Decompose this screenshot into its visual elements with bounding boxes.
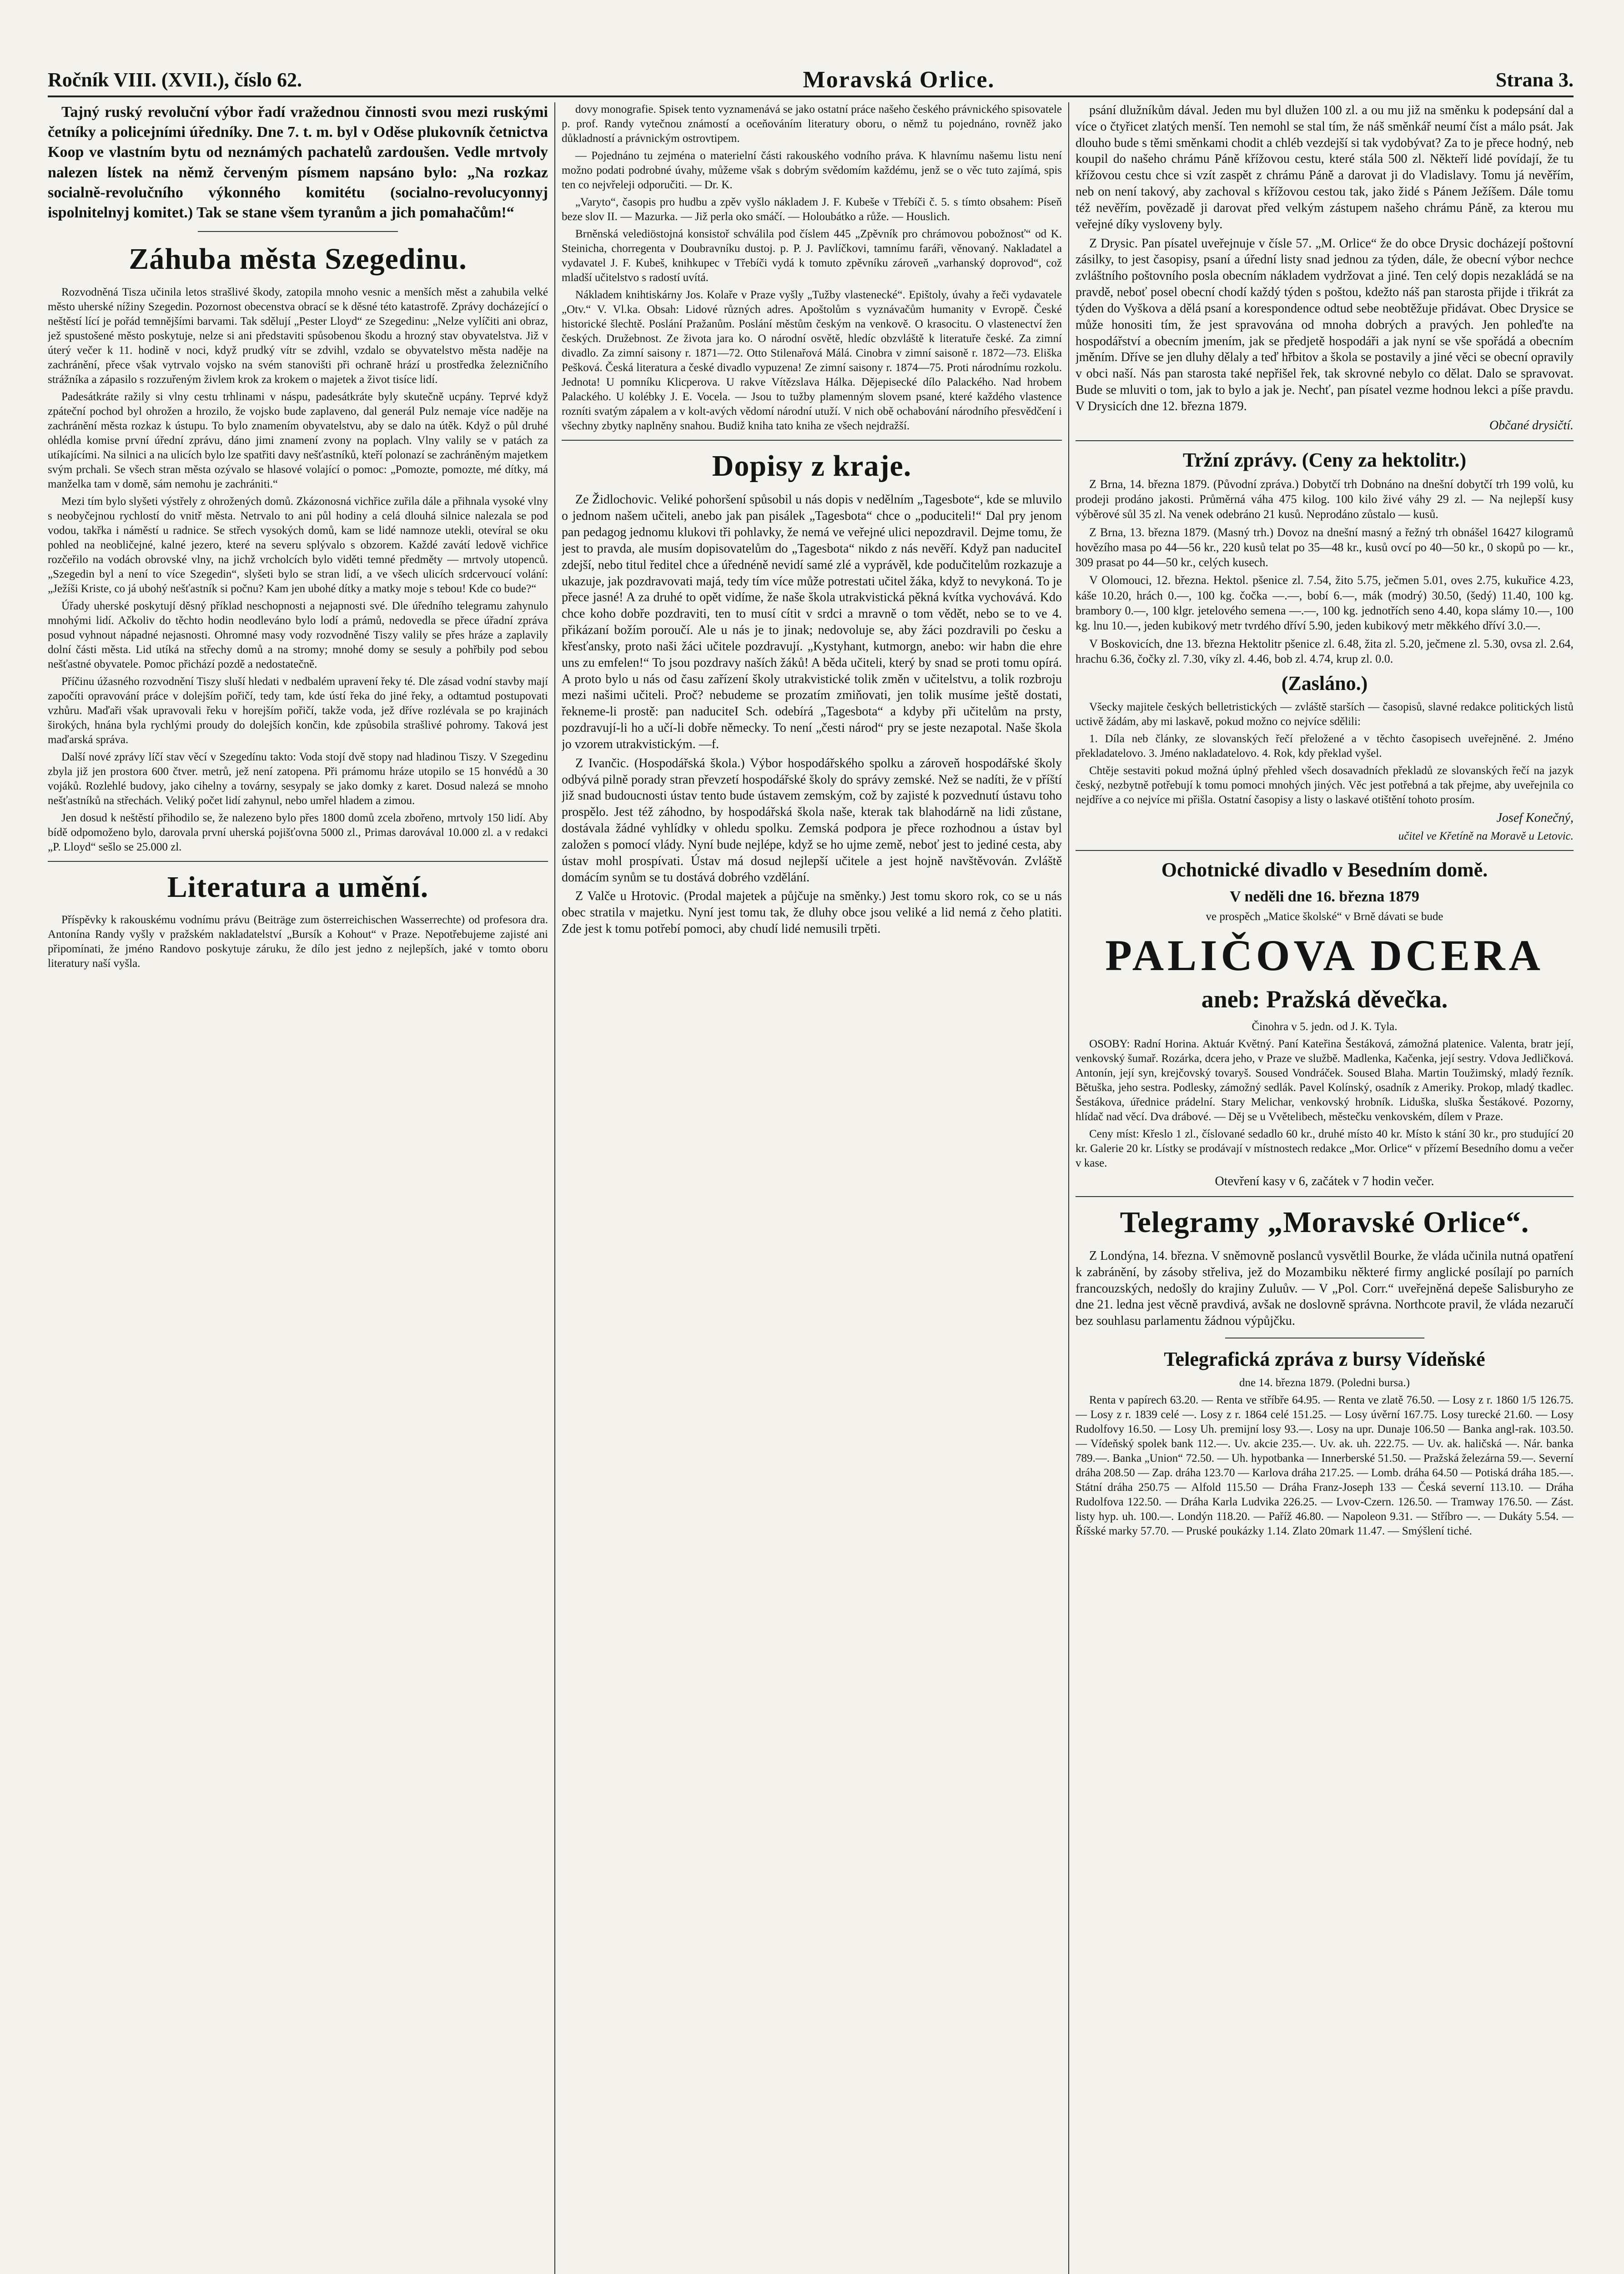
play-opening: Otevření kasy v 6, začátek v 7 hodin večer. [1215,1174,1434,1188]
article-text: Všecky majitele českých belletristických — zvláště starších — časopisů, slavné redakce politických listů uctivě žádám, aby mi laskavě, pokud možno co nejvíce sdělili: [1076,701,1574,728]
article-text: Ze Židlochovic. Veliké pohoršení spůsobil u nás dopis v nedělním „Tagesbote“, kde se mluvilo o jednom našem učiteli, anebo jak pan pisálek „Tagesbota“ chce o „poduciteli!“ Dal pry jenom pan pedagog jednomu klukovi tři pohlavky, že nemá ve veřejné ulici nepozdravil. Dejme tomu, že jest to pravda, ale musím dopisovatelům do „Tagesbota“ nikdo z nás nevěří. Když pan naduciteI zdejší, nebo titul ředitel chce a úřednéně nevidí samé zlé a vyprávěl, kde podučitelům rozkazuje a ukazuje, jak pozdravovati majá, tedy tím více může potrestati učitel žáka, když to nevykoná. To je přece jasné! A za druhé to opět vidíme, že naše škola utrakvistická pěkná kvítka vychovává. Kdo chce koho dobře pozdraviti, ten to musí cítit v srdci a mravně o tom vědět, nebo se to ve 4. přikázaní božím poroučí. Ale u nás je to jinak; nedovoluje se, aby žáci pozdravili po česku a křesťansky, proto naši žáci učitele pozdravují. „Kystyhant, kutmorgn, anebo: wir habn die ehre uns zu emfelen!“ To jsou pozdravy naších žáků! A běda učiteli, který by snad se proti tomu opírá. A proto bylo u nás od času zařízení školy utrakvistické tolik změn v učitelstvu, a tolik rozbroju mezi našimi učiteli. Proč? nebudeme se prozatím zmiňovati, jen tolik musíme ještě dostati, řekneme-li prostě: pan naduciteI Sch. odebírá „Tagesbota“ a kdyby při učitelům na prsty, pozdravují-li ho a učí-li dobře německy. To není „česti národ“ pry se jeste nezapotal. Naše škola jo vzorem utrakvistickým. —f. [562,493,1062,751]
article-text: Z Drysic. Pan písatel uveřejnuje v čísle 57. „M. Orlice“ že do obce Drysic docházejí poštovní zásilky, to jest časopisy, psaní a úřední listy snad jednou za týden, dále, že obecní výbor nechce zvláštního poštovního posla obecním nákladem vydržovat a jiné. Ten celý dopis nezakládá se na pravdě, neboť posel obecní chodí každý týden s poštou, kdežto náš pan starosta přijde i třikrát za týden do Vyškova a dělá psaní a korespondence odtud sebe neobtěžuje přidávat. Obec Drysice se může honositi tím, že jest spravována od mnoha dobrých a pravých. Jen pohleďte na hospodářství a obecním jmením, jak se předjetě hospodáři a jak nyní se vše spořádá a obecním jměním. Dříve se jen dluhy dělaly a teď hřbitov a škola se postavily a jiné věci se obecní opravily v obci naší. Nás pan starosta také nepřišel řek, tak skrovné nebylo co dělat. Dalo se spravovat. Bude se mluviti o tom, jak to bylo a jak je. Nechť, pan písatel vezme hodnou lekci a píše pravdu. V Drysicích dne 12. března 1879. [1076,236,1574,413]
issue-info: Ročník VIII. (XVII.), číslo 62. [48,68,302,91]
article-text: Z Ivančic. (Hospodářská škola.) Výbor hospodářského spolku a zároveň hospodářské školy odbývá pilně porady stran převzetí hospodářské školy do správy zemské. Než se nadíti, že v příští již snad budoucnosti ústav tento bude ústavem zemským, což by zajisté k pozvednutí ústavu toho prospělo. Jest též záhodno, by hospodářská škola naše, kterak tak blahodárně na lidi zůstane, dostávala žádné vyhlídky v ohledu spolku. Zemská podpora je přece rozhodnou a ústav byl založen s pomocí vlády. Nyní bude nejlépe, když se ho ujme země, neboť jest to jediné cesta, aby ústav mohl prospívati. Ústav má dosud nejlepší učitele a jest hojně navštěvován. Zvláště domácím synům se tu dostává dobrého vzdělání. [562,756,1062,885]
article-text: dovy monografie. Spisek tento vyznamenává se jako ostatní práce našeho českého právnického spisovatele p. prof. Randy vytečnou známostí a oceňováním literatury oboru, o němž tu pojednáno, rovněž jako důkladností a právnickým ostrovtipem. [562,103,1062,145]
article-text: Brněnská velediöstojná konsistoř schválila pod číslem 445 „Zpěvník pro chrámovou pobožnosť“ od K. Steinicha, chorregenta v Doubravníku dustoj. p. P. J. Pavlíčkovi, tamnímu faráři, věnovaný. Nakladatel a vydavatel J. F. Kubeš, knihkupec v Třebíči vydá k tomuto zpěvníku zároveň „varhanský doprovod“, což mladší učitelstvo s radostí uvítá. [562,228,1062,284]
bourse-date: dne 14. března 1879. (Poledni bursa.) [1239,1377,1410,1389]
signature: Josef Konečný, [1496,811,1574,825]
divider [1076,850,1574,851]
article-text: Tajný ruský revoluční výbor řadí vražednou činnosti svou mezi ruskými četníky a policejními úředníky. Dne 7. t. m. byl v Oděse plukovník četnictva Koop ve vlastním bytu od neznámých pachatelů zardoušen. Vedle mrtvoly nalezen lístek na němž červeným písmem napsáno bylo: „Na rozkaz socialně-revolučního výkonného komitétu (socialno-revolucyonnyj ispolnitelnyj komitet.) Tak se stane všem tyranům a jich pomahačům!“ [48,104,548,221]
section-title: Dopisy z kraje. [712,449,912,483]
divider [48,861,548,862]
divider [1076,440,1574,441]
column-rule [1068,102,1069,2274]
play-date: V neděli dne 16. března 1879 [1230,888,1419,905]
article-text: Rozvodněná Tisza učinila letos strašlivé škody, zatopila mnoho vesnic a menších měst a zahubila velké město uherské nížiny Szegedin. Pozornost obecenstva obrací se k děsné této katastrofě. Zprávy docházející o neštěstí lící je pořád temnějšími barvami. Tak sdělují „Pester Lloyd“ ze Szegedinu: „Nelze vylíčiti ani obraz, jež spustošené město poskytuje, nelze si ani představiti spůsobenou škodu a hrozný stav obyvatelstva. Již v úterý večer k 11. hodině v noci, když prudký vítr se zdvihl, vzdalo se obyvatelstvo města naděje na zachránění, přece však vytrvalo vojsko na svém stanovišti při ochraně hrází u prostředka železničního strážníka a zápasilo s rozzuřeným živlem krok za krokem o majetek a život tisíce lidí. [48,286,548,386]
article-text: Padesátkráte ražily si vlny cestu trhlinami v náspu, padesátkráte byly skutečně ucpány. Teprvé když zpáteční pochod byl ohrožen a hrozilo, že vojsko bude zaplaveno, dal generál Pulz nemaje více naděje na zachránění města rozkaz k ústupu. To bylo znamením obyvatelstvu, aby se dalo na útěk. Když o půl druhé ohlédla komise první úřední zprávu, dáno jimi znamení zvony na poplach. Vlny valily se v patách za utíkajícími. Na silnici a na ulicích bylo lze spatřiti davy nešťastníků, kteří polonazí se zachráněným majetkem svým prchali. Se všech stran města ozývalo se hlasové volající o pomoc: „Pomozte, pomozte, mé dítky, má manželka tam v domě, sám nemohu je zachrániti.“ [48,390,548,490]
market-report: V Olomouci, 12. března. Hektol. pšenice zl. 7.54, žito 5.75, ječmen 5.01, oves 2.75, kukuřice 4.23, káše 10.20, hrách 0.—, 100 kg. čočka —.—, bobí 6.—, mák (modrý) 30.50, (šedý) 11.40, 100 kg. brambory 0.—, 100 klgr. jetelového semena —.—, 100 kg. jednotřích seno 4.40, kopa slámy 10.—, 100 kg. lnu 10.—, jeden kubikový metr tvrdého dříví 5.90, jeden kubikový metr měkkého dříví 3.0.—. [1076,574,1574,633]
market-report: Z Brna, 13. března 1879. (Masný trh.) Dovoz na dnešní masný a řežný trh obnášel 16427 kilogramů hovězího masa po 44—56 kr., 220 kusů telat po 35—48 kr., kusů ovcí po 40—50 kr., 0 skopů po — kr., 309 prasat po 44—50 kr., celých kusech. [1076,525,1574,569]
article-title: Záhuba města Szegedinu. [129,242,467,276]
divider [198,231,398,232]
market-report: Z Brna, 14. března 1879. (Původní zpráva.) Dobytčí trh Dobnáno na dnešní dobytčí trh 199 volů, ku prodeji prodáno jakosti. Průměrná váha 475 kilog. 100 kilo živé váhy 29 zl. — Na nejlepší kusy výběrové sůl 35 zl. Na venek odebráno 21 kusů. Neprodáno zůstalo — kusů. [1076,477,1574,521]
article-text: — Pojednáno tu zejména o materielní části rakouského vodního práva. K hlavnímu našemu listu není možno podati podrobné úvahy, můžeme však s dobrým svědomím každému, jenž se o věc tuto zajímá, spis ten co nejvřeleji odporučiti. — Dr. K. [562,150,1062,191]
play-benefit: ve prospěch „Matice školské“ v Brně dávati se bude [1206,910,1443,923]
article-text: Z Valče u Hrotovic. (Prodal majetek a půjčuje na směnky.) Jest tomu skoro rok, co se u nás obec stratila v majetku. Nyní jest tomu tak, že dluhy obce jsou veliké a lid nemá z čeho platiti. Zde jest k tomu potřebí pomoci, aby chudí lidé nemusili trpěti. [562,889,1062,936]
column-3 [1076,102,1574,2274]
section-title: Ochotnické divadlo v Besedním domě. [1161,859,1488,881]
article-text: Jen dosud k neštěstí přihodilo se, že nalezeno bylo přes 1800 domů zcela zbořeno, mrtvoly 150 lidí. Aby bídě odpomoženo bylo, darovala první uherská pojišťovna 5000 zl., Primas darovával 10.000 zl. a v redakci „P. Lloyd“ sešlo se 25.000 zl. [48,811,548,853]
masthead: Moravská Orlice. [803,66,995,93]
article-text: Mezi tím bylo slyšeti výstřely z ohrožených domů. Zkázonosná vichřice zuřila dále a přihnala vysoké vlny s neobyčejnou rychlostí do vnitř města. Netrvalo to ani půl hodiny a celá dlouhá silnice nalezala se pod vodou, takřka i náměstí u radnice. Se střech vysokých domů, kam se lidé namnoze utekli, otevíral se oku pohled na neobličejné, kalné jezero, které na severu splývalo s obzorem. Každé zavátí ledově vichřice rozčeřilo na vodách obrovské vlny, na jichž vrcholcích bylo viděti temné předměty — mrtvoly utopenců. „Szegedin byl a není to více Szegedin“, slyšeti bylo se stran lidí, a ve všech ulicích srdcervoucí volání: „Ježíši Kriste, co já ubohý nešťastník si počnu? Kam jen ubohé dítky a matky moje s tebou! Kde co bude?“ [48,495,548,595]
section-title: Telegramy „Moravské Orlice“. [1120,1205,1529,1239]
play-prices: Ceny míst: Křeslo 1 zl., číslované sedadlo 60 kr., druhé místo 40 kr. Místo k stání 30 kr., pro studující 20 kr. Galerie 20 kr. Lístky se prodávají v místnostech redakce „Mor. Orlice“ v přízemí Besedního domu a večer v kase. [1076,1127,1574,1169]
market-report: V Boskovicích, dne 13. března Hektolitr pšenice zl. 6.48, žita zl. 5.20, ječmene zl. 5.30, ovsa zl. 2.64, hrachu 6.36, čočky zl. 7.30, víky zl. 4.46, bob zl. 4.74, krup zl. 0.0. [1076,637,1574,665]
play-cast: OSOBY: Radní Horina. Aktuár Květný. Paní Kateřina Šestáková, zámožná platenice. Valenta, bratr její, venkovský šumař. Rozárka, dcera jeho, v Praze ve službě. Madlenka, Kačenka, její sestry. Vdova Jedličková. Antonín, její syn, krejčovský tovaryš. Soused Vondráček. Soused Blaha. Martin Toužimský, mladý řezník. Bětuška, jeho sestra. Podlesky, zámožný sedlák. Pavel Kolínský, osadník z Ameriky. Prokop, mladý tkadlec. Šestákova, úřednice prádelní. Stary Melichar, venkovský hrobník. Liduška, sluška Šestákové. Pozorny, hlídač nad věcí. Dva drábové. — Děj se u Vvětelibech, městečku venkovském, dílem v Praze. [1076,1037,1574,1123]
article-text: „Varyto“, časopis pro hudbu a zpěv vyšlo nákladem J. F. Kubeše v Třebíči č. 5. s tímto obsahem: Píseň beze slov II. — Mazurka. — Již perla oko smáčí. — Holoubátko a růže. — Houslich. [562,196,1062,223]
article-text: psání dlužníkům dával. Jeden mu byl dlužen 100 zl. a ou mu již na směnku k podepsání dal a více o čtyřicet zlatých menší. Ten nemohl se stal tím, že náš směnkář neumí číst a málo psát. Jak dlouho bude s těmi směnkami chodit a chléb vezdejší si tak vydobývat? Za to je přece hodný, neb koupil do našeho chrámu Páně křížovou cestu, které stála 500 zl. Někteří lidé povídají, že tu křížovou cestu chce si vzít zaspět z chrámu Páně a darovat ji do Vladislavy. Tomu já nevěřím, neb on není takový, aby zachoval s křížovou cestou tak, jako židé s Pánem Ježíšem. Dále tomu též nevěřím, povězadě ji darovat před velkým zástupem našeho chrámu Páně, za kterou mu veřejné díky vysloveny byly. [1076,103,1574,231]
article-text: Chtěje sestaviti pokud možná úplný přehled všech dosavadních překladů ze slovanských řečí na jazyk český, nezbytně potřebují k tomu pomoci mnohých jiných. Věc jest potřebná a tak přejme, aby uveřejnila co nejdříve a co nejvíce mi přišla. Ostatní časopisy a listy o laskavé otištění tohoto prosím. [1076,765,1574,806]
article-title: Literatura a umění. [167,870,429,904]
divider [562,440,1062,441]
play-title: PALIČOVA DCERA [1105,931,1544,980]
divider [1076,1196,1574,1197]
section-title: (Zasláno.) [1281,672,1368,695]
signature-detail: učitel ve Křetíně na Moravě u Letovic. [1398,830,1574,843]
bourse-report: Renta v papírech 63.20. — Renta ve stříbře 64.95. — Renta ve zlatě 76.50. — Losy z r. 1860 1/5 126.75. — Losy z r. 1839 celé —. Losy z r. 1864 celé 151.25. — Losy úvěrní 167.75. Losy turecké 21.60. — Losy Rudolfovy 16.50. — Losy Uh. premijní losy 93.—. Losy na upr. Dunaje 106.50 — Banka angl-rak. 103.50. — Vídeňský spolek bank 112.—. Uv. akcie 235.—. Uv. ak. uh. 222.75. — Uv. ak. haličská —. Nár. banka 789.—. Banka „Union“ 72.50. — Uh. hypotbanka — Innerberské 51.50. — Pražská železárna 59.—. Severní dráha 208.50 — Zap. dráha 123.70 — Karlova dráha 217.25. — Lomb. dráha 64.50 — Potiská dráha 185.—. Státní dráha 250.75 — Alfold 115.50 — Dráha Franz-Joseph 133 — Česká severní 113.10. — Dráha Rudolfova 122.50. — Dráha Karla Ludvika 226.25. — Lvov-Czern. 126.50. — Tramway 176.50. — Zást. listy hyp. uh. 100.—. Londýn 118.20. — Paříž 46.80. — Napoleon 9.31. — Stříbro —. — Dukáty 5.54. — Říšské marky 57.70. — Pruské poukázky 1.14. Zlato 20mark 11.47. — Smýšlení tiché. [1076,1394,1574,1538]
article-text: Příspěvky k rakouskému vodnímu právu (Beiträge zum österreichischen Wasserrechte) od profesora dra. Antonína Randy vyšly v pražském nakladatelství „Bursík a Kohout“ v Praze. Nepotřebujeme zajisté ani připomínati, že jméno Randovo poskytuje záruku, že dílo jest jedno z nejlepších, jaké v tomto oboru literatury naší vyšla. [48,914,548,970]
article-text: Úřady uherské poskytují děsný příklad neschopnosti a nejapnosti své. Dle úředního telegramu zahynulo mnohými lidí. Ačkoliv do těchto hodin neodleváno bylo lodí a prámů, nedovedla se přece úřadní zpráva posud vyhnout nápadné nejasnosti. Ohromné masy vody rozvodněné Tiszy valily se přes hráze a zaplavily dolní části města. Lid utíká na střechy domů a na stromy; mnohé domy se sesuly a pohřbily pod sebou nešťastné obyvatele. Pomoc přichází pozdě a nedostatečně. [48,599,548,670]
page-header [48,64,1574,97]
column-2 [562,102,1062,2274]
section-title: Tržní zprávy. (Ceny za hektolitr.) [1182,448,1467,471]
list-text: 1. Díla neb články, ze slovanských řečí přeložené a v těchto časopisech uveřejněné. 2. Jméno překladatelovo. 3. Jméno nakladatelovo. 4. Rok, kdy překlad vyšel. [1076,733,1574,760]
page-number: Strana 3. [1495,68,1574,91]
article-text: Z Londýna, 14. března. V sněmovně poslanců vysvětlil Bourke, že vláda učinila nutná opatření k zabránění, by zásoby střeliva, jež do Mozambiku některé firmy anglické posílají po parních francouzských, nedošly do krajiny Zuluův. — V „Pol. Corr.“ uveřejněná depeše Salisburyho ze dne 21. ledna jest věcně pravdivá, avšak ne doslovně správna. Northcote pravil, že vláda nezaručí bez souhlasu parlamentu žádnou výpůjčku. [1076,1248,1574,1328]
play-subtitle: aneb: Pražská děvečka. [1201,985,1448,1013]
article-text: Nákladem knihtiskárny Jos. Kolaře v Praze vyšly „Tužby vlastenecké“. Epištoly, úvahy a řeči vydavatele „Otv.“ V. Vl.ka. Obsah: Lidové různých adres. Apoštolům s vyznávačům humanity v Evropě. České historické šlechtě. Poslání Pražanům. Poslání městům českým na venkově. O krasocitu. O vlastenectví žen českých. Družebnost. Ze života jara ko. O národní osvětě, hledíc obzvláště k literatuře české. Za zimní divadlo. Za zimní saisony r. 1871—72. Otto Stilenařová Málá. Cinobra v zimní saisoně r. 1872—73. Eliška Pešková. Česká literatura a české divadlo vypuzena! Ze zimní saisony r. 1874—75. Proti národnímu rozkolu. Jednota! U pomníku Klicperova. U rakve Vítězslava Hálka. Dějepisecké dílo Palackého. Nad hrobem Palackého. U kolébky J. E. Vocela. — Jsou to tužby plamenným slovem psané, které každého vlastence rozníti svatým zápalem a v kolt-avých vědomí národní utuží. V nich obě ochabování národního přesvědčení i všechny zbytky naplněny snahou. Budiž kniha tato kniha ze všech nejdražší. [562,289,1062,432]
column-1 [48,102,548,2274]
article-text: Další nové zprávy líčí stav věcí v Szegedínu takto: Voda stojí dvě stopy nad hladinou Tiszy. V Szegedinu zbyla již jen prostora 600 čtver. metrů, jež není zatopena. Při prámomu hráze utopilo se 15 honvédů a 30 vojáků. Rozlehlé budovy, jako cihelny a továrny, sesypaly se jako domky z karet. Dosud nalezá se mnoho nešťastníků na střechách. Veliký počet lidí zahynul, nebo umřel hladem a zimou. [48,750,548,807]
section-title: Telegrafická zpráva z bursy Vídeňské [1164,1348,1485,1371]
play-credit: Činohra v 5. jedn. od J. K. Tyla. [1252,1020,1398,1033]
article-text: Příčinu úžasného rozvodnění Tiszy sluší hledati v nedbalém upravení řeky té. Dle zásad vodní stavby mají započíti opravování práce v dolejším pořičí, tedy tam, kde ústí řeka do jiné řeky, a odtamtud postupovati vzhůru. Maďaři však upravovali řeku v horejším pořičí, takže voda, jež dříve rozlévala se po krajinách širokých, hnána byla rychlými proudy do dolejších končin, kde způsobila strašlivé pohromy. Taková jest maďarská správa. [48,675,548,746]
column-rule [554,102,555,2274]
signature: Občané drysičtí. [1489,418,1574,433]
